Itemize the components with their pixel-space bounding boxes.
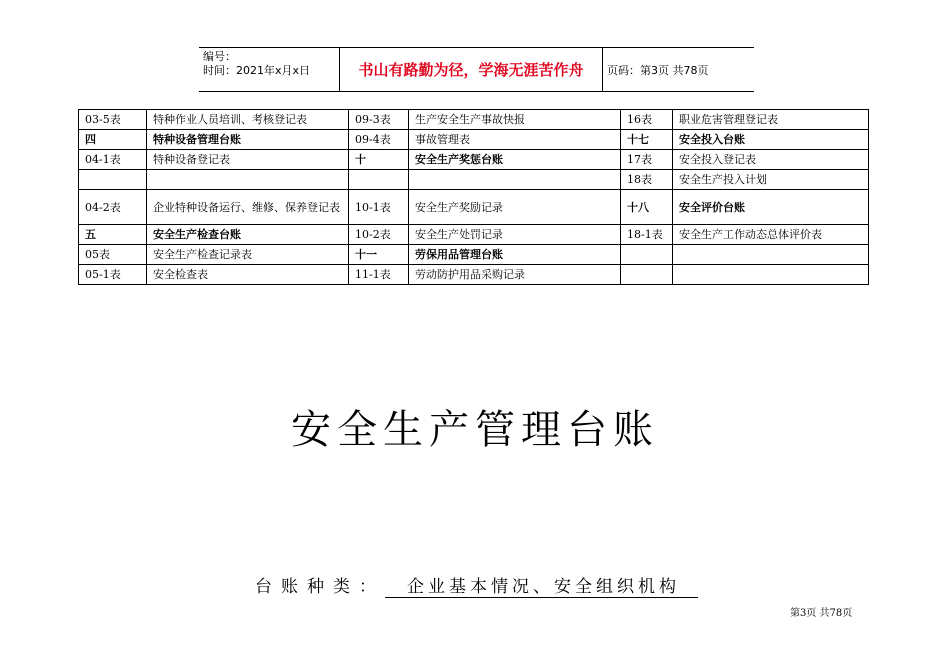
table-cell — [409, 170, 621, 190]
header-motto: 书山有路勤为径，学海无涯苦作舟 — [339, 48, 603, 91]
table-row — [79, 190, 869, 225]
table-cell: 05表 — [79, 245, 147, 265]
page-header — [199, 47, 754, 92]
number-label: 编号： — [203, 50, 236, 63]
table-cell: 职业危害管理登记表 — [673, 110, 869, 130]
table-cell: 安全生产检查台账 — [147, 225, 349, 245]
table-cell: 特种设备登记表 — [147, 150, 349, 170]
table-cell: 安全生产工作动态总体评价表 — [673, 225, 869, 245]
table-cell — [673, 265, 869, 285]
category-value: 企业基本情况、安全组织机构 — [385, 572, 698, 598]
table-cell: 11-1表 — [349, 265, 409, 285]
table-row — [79, 130, 869, 150]
table-cell: 四 — [79, 130, 147, 150]
table-cell: 特种设备管理台账 — [147, 130, 349, 150]
table-cell: 十七 — [621, 130, 673, 150]
table-cell: 特种作业人员培训、考核登记表 — [147, 110, 349, 130]
table-cell: 生产安全生产事故快报 — [409, 110, 621, 130]
ledger-category — [255, 572, 698, 598]
table-cell: 企业特种设备运行、维修、保养登记表 — [147, 190, 349, 225]
table-cell: 09-3表 — [349, 110, 409, 130]
table-cell: 安全生产奖惩台账 — [409, 150, 621, 170]
table-cell: 事故管理表 — [409, 130, 621, 150]
table-cell — [147, 170, 349, 190]
table-row — [79, 110, 869, 130]
table-cell: 04-1表 — [79, 150, 147, 170]
time-label: 时间：2021年x月x日 — [203, 64, 311, 77]
table-cell: 安全评价台账 — [673, 190, 869, 225]
footer-page-number: 第3页 共78页 — [790, 608, 853, 619]
header-meta — [199, 48, 339, 91]
table-cell: 安全投入登记表 — [673, 150, 869, 170]
table-cell: 18-1表 — [621, 225, 673, 245]
table-cell: 劳动防护用品采购记录 — [409, 265, 621, 285]
table-cell: 安全检查表 — [147, 265, 349, 285]
table-row — [79, 150, 869, 170]
page-title: 安全生产管理台账 — [291, 407, 659, 453]
table-cell: 安全生产投入计划 — [673, 170, 869, 190]
table-cell — [621, 245, 673, 265]
category-label: 台账种类： — [255, 577, 385, 597]
table-cell: 05-1表 — [79, 265, 147, 285]
table-cell — [79, 170, 147, 190]
table-cell: 十 — [349, 150, 409, 170]
table-cell: 十八 — [621, 190, 673, 225]
table-row — [79, 225, 869, 245]
table-cell — [673, 245, 869, 265]
table-cell: 10-2表 — [349, 225, 409, 245]
table-cell: 劳保用品管理台账 — [409, 245, 621, 265]
table-cell: 18表 — [621, 170, 673, 190]
table-cell: 十一 — [349, 245, 409, 265]
table-cell: 安全生产奖励记录 — [409, 190, 621, 225]
table-cell: 03-5表 — [79, 110, 147, 130]
table-row — [79, 170, 869, 190]
table-cell: 16表 — [621, 110, 673, 130]
table-cell: 安全生产检查记录表 — [147, 245, 349, 265]
table-cell: 09-4表 — [349, 130, 409, 150]
table-cell: 安全生产处罚记录 — [409, 225, 621, 245]
ledger-table — [78, 109, 869, 285]
header-page-label: 页码：第3页 共78页 — [607, 63, 709, 77]
table-cell: 04-2表 — [79, 190, 147, 225]
table-cell: 17表 — [621, 150, 673, 170]
table-cell: 安全投入台账 — [673, 130, 869, 150]
table-cell — [349, 170, 409, 190]
table-row — [79, 245, 869, 265]
ledger-table-body — [79, 110, 869, 285]
table-row — [79, 265, 869, 285]
table-cell — [621, 265, 673, 285]
table-cell: 五 — [79, 225, 147, 245]
table-cell: 10-1表 — [349, 190, 409, 225]
